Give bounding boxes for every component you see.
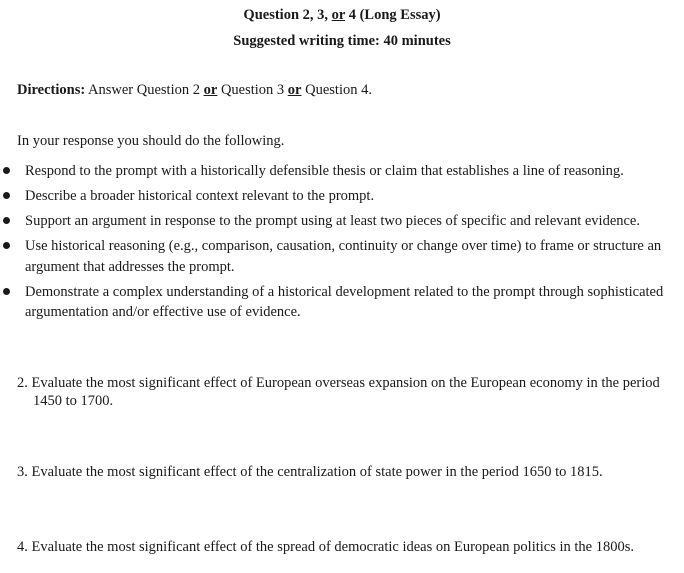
directions-text-3: Question 4. bbox=[305, 82, 372, 98]
list-item bbox=[0, 236, 684, 277]
intro-text: In your response you should do the following. bbox=[17, 133, 285, 149]
list-item bbox=[0, 211, 684, 232]
question-3: 3. Evaluate the most significant effect of the centralization of state power in the period 1650 to 1815. bbox=[17, 464, 603, 480]
list-item-text: Use historical reasoning (e.g., comparison, causation, continuity or change over time) to frame or structure an argument that addresses the prompt. bbox=[25, 238, 662, 275]
list-item-text: Support an argument in response to the prompt using at least two pieces of specific and relevant evidence. bbox=[25, 213, 640, 229]
list-item bbox=[0, 186, 684, 207]
bullet-icon bbox=[3, 167, 10, 174]
bullet-icon bbox=[3, 192, 10, 199]
list-item bbox=[0, 161, 684, 182]
question-2: 2. Evaluate the most significant effect of European overseas expansion on the European economy in the period 1450 to 1700. bbox=[17, 375, 660, 409]
directions-or-2: or bbox=[287, 82, 302, 98]
title-suffix: 4 (Long Essay) bbox=[348, 7, 441, 23]
title-prefix: Question 2, 3, bbox=[243, 7, 329, 23]
directions-or-1: or bbox=[203, 82, 218, 98]
list-item-text: Demonstrate a complex understanding of a historical development related to the prompt through sophisticated argumentation and/or effective use of evidence. bbox=[25, 283, 664, 320]
page-title bbox=[0, 4, 684, 29]
bullet-icon bbox=[3, 217, 10, 224]
bullet-icon bbox=[3, 242, 10, 249]
question-4: 4. Evaluate the most significant effect of the spread of democratic ideas on European politics in the 1800s. bbox=[17, 539, 635, 555]
list-item-text: Describe a broader historical context relevant to the prompt. bbox=[25, 188, 375, 204]
bullet-icon bbox=[3, 288, 10, 295]
page-header bbox=[0, 4, 684, 55]
directions-label: Directions: bbox=[17, 82, 86, 98]
directions-text-1: Answer Question 2 bbox=[88, 82, 200, 98]
requirements-list bbox=[0, 161, 684, 327]
directions-paragraph bbox=[17, 81, 372, 99]
directions-text-2: Question 3 bbox=[220, 82, 285, 98]
list-item bbox=[0, 282, 684, 323]
list-item-text: Respond to the prompt with a historically defensible thesis or claim that establishes a line of reasoning. bbox=[25, 163, 624, 179]
title-or: or bbox=[331, 7, 346, 23]
page-subtitle: Suggested writing time: 40 minutes bbox=[233, 33, 451, 49]
